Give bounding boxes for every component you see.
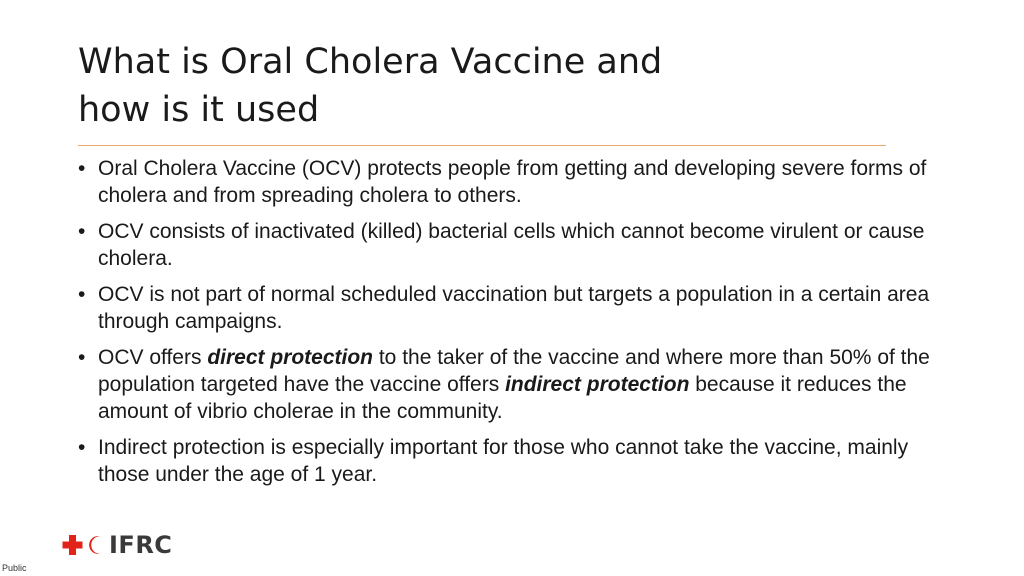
emphasis-direct-protection: direct protection — [207, 346, 374, 369]
logo-wordmark: IFRC — [109, 531, 173, 559]
title-divider — [78, 145, 886, 146]
bullet-item — [78, 155, 958, 209]
bullet-marker: • — [78, 436, 86, 459]
bullet-list — [78, 155, 958, 497]
bullet-text-part: OCV offers — [98, 346, 208, 369]
red-cross-crescent-icon — [62, 533, 104, 557]
slide-title-line-2: how is it used — [78, 90, 320, 130]
bullet-marker: • — [78, 283, 86, 306]
slide-title-line-1: What is Oral Cholera Vaccine and — [78, 42, 663, 82]
bullet-marker: • — [78, 346, 86, 369]
ifrc-logo — [62, 532, 172, 558]
bullet-marker: • — [78, 157, 86, 180]
bullet-item — [78, 434, 958, 488]
bullet-text: OCV is not part of normal scheduled vaccination but targets a population in a certain area through campaigns. — [98, 283, 930, 333]
emphasis-indirect-protection: indirect protection — [505, 373, 690, 396]
bullet-text: Indirect protection is especially important for those who cannot take the vaccine, mainly those under the age of 1 year. — [98, 436, 909, 486]
bullet-item — [78, 218, 958, 272]
bullet-item — [78, 281, 958, 335]
bullet-item — [78, 344, 958, 425]
bullet-text-part: because it reduces the amount of vibrio cholerae in the community. — [98, 373, 907, 423]
slide-title — [78, 38, 878, 134]
bullet-text: Oral Cholera Vaccine (OCV) protects people from getting and developing severe forms of cholera and from spreading cholera to others. — [98, 157, 927, 207]
classification-label: Public — [2, 563, 27, 573]
bullet-text-part: to the taker of the vaccine and where more than 50% of the population targeted have the vaccine offers — [98, 346, 930, 396]
bullet-marker: • — [78, 220, 86, 243]
bullet-text: OCV consists of inactivated (killed) bacterial cells which cannot become virulent or cause cholera. — [98, 220, 925, 270]
